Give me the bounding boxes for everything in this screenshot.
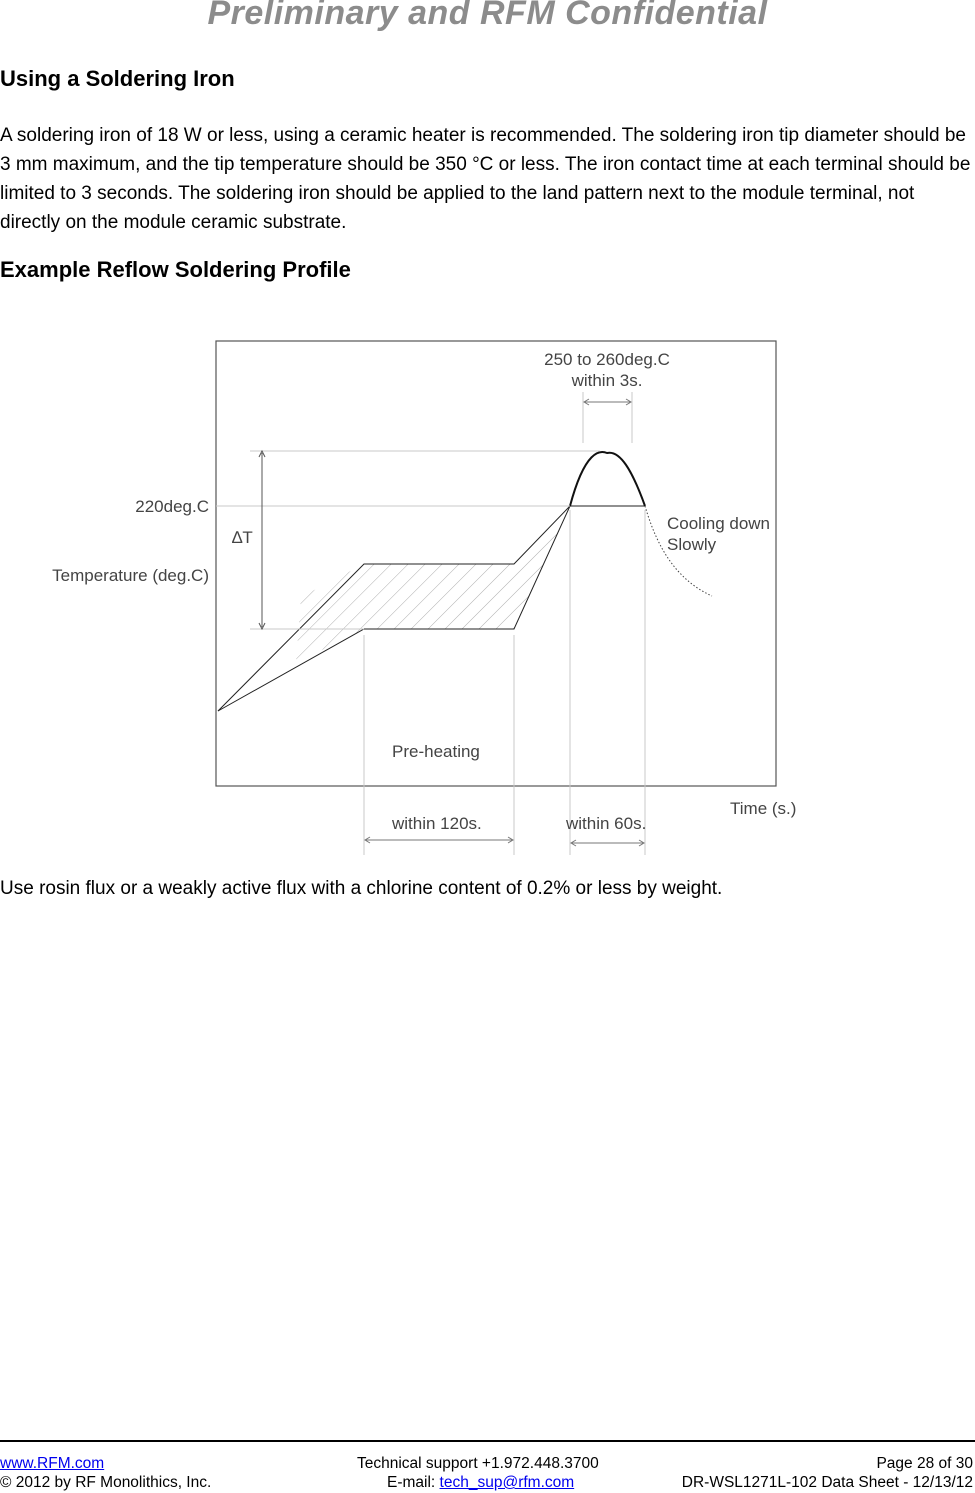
heading-reflow-profile: Example Reflow Soldering Profile [0,257,351,282]
confidential-banner: Preliminary and RFM Confidential [207,0,768,32]
footer-website-link[interactable]: www.RFM.com [0,1455,105,1472]
label-cooling-line1: Cooling down [667,514,771,533]
paragraph-soldering-iron: A soldering iron of 18 W or less, using a ceramic heater is recommended. The soldering iron tip diameter should be 3 mm maximum, and the tip temperature should be 350 °C or less. The iron contact time at each terminal should be limited to 3 seconds. The soldering iron should be applied to the land pattern next to the module terminal, not directly on the module ceramic substrate. [0,125,971,233]
label-cooling-line2: Slowly [667,535,717,554]
label-within-60: within 60s. [566,814,647,833]
footer-rule [0,1440,975,1442]
footer-support: Technical support +1.972.448.3700 [357,1455,599,1472]
label-time: Time (s.) [730,799,797,818]
preheat-hatched-region [296,506,570,663]
heading-soldering-iron: Using a Soldering Iron [0,66,235,91]
footer-doc-id: DR-WSL1271L-102 Data Sheet - 12/13/12 [681,1474,973,1491]
footer-email-link[interactable]: tech_sup@rfm.com [439,1474,575,1491]
peak-label-line2: within 3s. [571,371,643,390]
label-preheating: Pre-heating [392,742,480,761]
label-delta-t: ∆T [232,528,253,547]
peak-dome [570,452,645,506]
footer-page-number: Page 28 of 30 [876,1455,973,1472]
label-temperature: Temperature (deg.C) [52,566,209,585]
reflow-profile-figure [0,310,975,870]
label-within-120: within 120s. [392,814,482,833]
footer-copyright: © 2012 by RF Monolithics, Inc. [0,1474,212,1491]
label-220: 220deg.C [135,497,209,516]
footer-email [387,1473,574,1493]
peak-label-line1: 250 to 260deg.C [544,350,670,369]
footer-website[interactable] [0,1454,104,1474]
flux-note: Use rosin flux or a weakly active flux with a chlorine content of 0.2% or less by weight. [0,878,723,899]
footer-email-prefix: E-mail: [387,1474,440,1491]
